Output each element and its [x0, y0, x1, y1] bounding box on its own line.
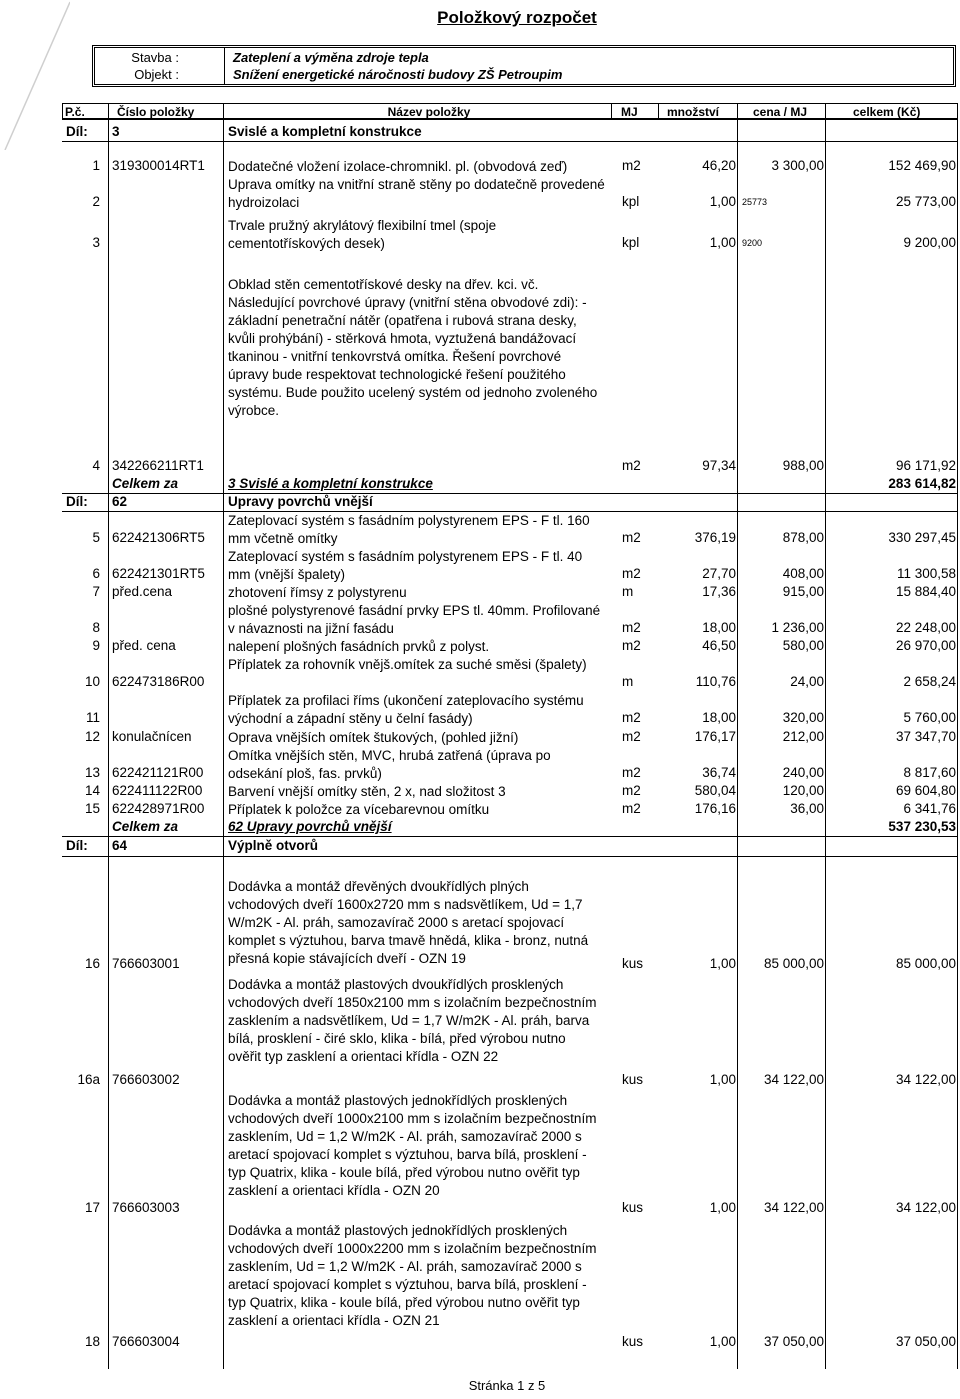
row-quantity: 46,20	[702, 158, 736, 173]
row-unit-price: 85 000,00	[763, 956, 824, 971]
row-code: konulačnícen	[112, 729, 192, 744]
row-total: 22 248,00	[895, 620, 956, 635]
row-name: Dodatečné vložení izolace-chromnikl. pl. (obvodová zeď)	[228, 159, 568, 174]
row-quantity: 46,50	[702, 638, 736, 653]
row-total: 15 884,40	[895, 584, 956, 599]
section-rule	[62, 836, 958, 837]
col-cislo: Číslo položky	[117, 105, 195, 119]
grid-line	[825, 103, 826, 1369]
row-number: 5	[92, 530, 100, 545]
row-number: 11	[85, 710, 100, 725]
row-code: před. cena	[112, 638, 176, 653]
row-quantity: 1,00	[709, 194, 736, 209]
row-name: nalepení plošných fasádních prvků z polyst.	[228, 639, 490, 654]
row-number: 16	[84, 956, 100, 971]
row-total: 2 658,24	[903, 674, 956, 689]
row-unit-price: 878,00	[782, 530, 824, 545]
row-name: Dodávka a montáž plastových dvoukřídlých prosklených vchodových dveří 1850x2100 mm s izolačním bezpečnostním zasklením a nadsvětlíkem, Ud = 1,7 W/m2K - Al. práh, barva bílá, prosklení - čiré sklo, klika - bílá, před výrobou nutno ověřit typ zasklení a orientaci křídla - OZN 22	[228, 977, 597, 1064]
dil-title: Svislé a kompletní konstrukce	[228, 124, 422, 139]
row-unit-price: 120,00	[782, 783, 824, 798]
row-unit: kpl	[622, 194, 640, 209]
row-code: 622421306RT5	[112, 530, 205, 545]
row-total: 85 000,00	[895, 956, 956, 971]
row-unit: m2	[622, 783, 641, 798]
row-quantity: 27,70	[702, 566, 736, 581]
col-cena: cena / MJ	[753, 105, 808, 119]
dil-title: Upravy povrchů vnější	[228, 494, 373, 509]
row-total: 5 760,00	[903, 710, 956, 725]
row-number: 1	[92, 158, 100, 173]
row-number: 6	[92, 566, 100, 581]
row-number: 15	[84, 801, 100, 816]
row-quantity: 1,00	[709, 956, 736, 971]
row-name: Zateplovací systém s fasádním polystyrenem EPS - F tl. 160 mm včetně omítky	[228, 513, 590, 546]
row-unit: m2	[622, 620, 641, 635]
row-name: Příplatek k položce za vícebarevnou omítku	[228, 802, 490, 817]
row-quantity: 97,34	[702, 458, 736, 473]
subtotal-label: Celkem za	[112, 476, 179, 491]
table-header	[62, 103, 958, 120]
row-code: 342266211RT1	[112, 458, 204, 473]
row-unit-price: 25773	[742, 197, 768, 207]
row-unit: m	[622, 674, 634, 689]
grid-line	[108, 103, 109, 1369]
row-number: 12	[84, 729, 100, 744]
row-unit: kus	[622, 956, 644, 971]
objekt-label: Objekt :	[134, 67, 179, 82]
row-total: 330 297,45	[888, 530, 956, 545]
row-name: Oprava vnějších omítek štukových, (pohled jižní)	[228, 730, 519, 745]
row-unit-price: 34 122,00	[763, 1072, 824, 1087]
row-number: 9	[92, 638, 100, 653]
dil-title: Výplně otvorů	[228, 838, 319, 853]
row-quantity: 36,74	[702, 765, 736, 780]
row-name: Zateplovací systém s fasádním polystyrenem EPS - F tl. 40 mm (vnější špalety)	[228, 549, 583, 582]
row-unit: m2	[622, 530, 641, 545]
row-quantity: 376,19	[694, 530, 736, 545]
row-code: 766603002	[112, 1072, 180, 1087]
col-pc: P.č.	[65, 105, 85, 119]
row-code: 766603003	[112, 1200, 180, 1215]
row-number: 8	[92, 620, 100, 635]
row-unit-price: 580,00	[782, 638, 824, 653]
objekt-value: Snížení energetické náročnosti budovy ZŠ Petroupim	[233, 67, 563, 82]
row-total: 26 970,00	[895, 638, 956, 653]
row-unit: m2	[622, 710, 641, 725]
row-unit: m2	[622, 566, 641, 581]
row-unit: m2	[622, 801, 641, 816]
row-unit-price: 36,00	[790, 801, 824, 816]
row-quantity: 18,00	[702, 620, 736, 635]
row-unit-price: 408,00	[782, 566, 824, 581]
row-unit: m2	[622, 158, 641, 173]
row-code: 622473186R00	[112, 674, 205, 689]
row-number: 13	[84, 765, 100, 780]
dil-number: 62	[112, 494, 128, 509]
row-number: 16a	[77, 1072, 100, 1087]
row-unit-price: 34 122,00	[763, 1200, 824, 1215]
col-nazev: Název položky	[387, 105, 471, 119]
row-code: 766603004	[112, 1334, 180, 1349]
col-mnozstvi: množství	[667, 105, 720, 119]
grid-line	[223, 103, 224, 1369]
dil-number: 3	[112, 124, 120, 139]
row-name: Dodávka a montáž plastových jednokřídlých prosklených vchodových dveří 1000x2100 mm s izolačním bezpečnostním zasklením, Ud = 1,2 W/m2K - Al. práh, samozavírač 2000 s aretací spojovací komplet s výztuhou, barva bílá, prosklení - typ Quatrix, klika - koule bílá, před výrobou nutno ověřit typ zasklení a orientaci křídla - OZN 20	[228, 1093, 597, 1198]
row-unit: m2	[622, 638, 641, 653]
row-name: Dodávka a montáž plastových jednokřídlých prosklených vchodových dveří 1000x2200 mm s izolačním bezpečnostním zasklením, Ud = 1,2 W/m2K - Al. práh, samozavírač 2000 s aretací spojovací komplet s výztuhou, barva bílá, prosklení - typ Quatrix, klika - koule bílá, před výrobou nutno ověřit typ zasklení a orientaci křídla - OZN 21	[228, 1223, 597, 1328]
row-quantity: 110,76	[695, 674, 736, 689]
dil-number: 64	[112, 838, 128, 853]
header-divider	[224, 48, 225, 84]
row-total: 34 122,00	[895, 1072, 956, 1087]
dil-label: Díl:	[66, 124, 88, 139]
row-unit: kus	[622, 1334, 644, 1349]
row-code: 319300014RT1	[112, 158, 205, 173]
row-name: zhotovení římsy z polystyrenu	[228, 585, 407, 600]
row-quantity: 1,00	[709, 1334, 736, 1349]
row-total: 8 817,60	[903, 765, 956, 780]
grid-line	[957, 103, 958, 1369]
row-code: 622421301RT5	[112, 566, 205, 581]
row-unit-price: 37 050,00	[763, 1334, 824, 1349]
row-total: 37 347,70	[895, 729, 956, 744]
row-unit: m	[622, 584, 634, 599]
row-unit: kus	[622, 1072, 644, 1087]
row-number: 10	[84, 674, 100, 689]
row-quantity: 1,00	[709, 1072, 736, 1087]
section-rule	[62, 141, 958, 142]
subtotal-total: 283 614,82	[888, 476, 956, 491]
col-mj: MJ	[621, 105, 638, 119]
row-total: 37 050,00	[895, 1334, 956, 1349]
stavba-value: Zateplení a výměna zdroje tepla	[233, 50, 429, 65]
row-unit-price: 24,00	[790, 674, 824, 689]
row-number: 4	[92, 458, 100, 473]
row-code: 766603001	[112, 956, 180, 971]
row-quantity: 1,00	[709, 235, 736, 250]
subtotal-label: Celkem za	[112, 819, 179, 834]
row-unit: kpl	[622, 235, 640, 250]
project-header-box	[92, 45, 956, 87]
row-unit-price: 988,00	[782, 458, 824, 473]
grid-line	[658, 103, 659, 120]
row-name: plošné polystyrenové fasádní prvky EPS tl. 40mm. Profilované v návaznosti na jižní fasádu	[228, 603, 601, 636]
row-name: Obklad stěn cementotřískové desky na dřev. kci. vč. Následující povrchové úpravy (vnitřní stěna obvodové zdi): - základní penetrační nátěr (opatřena i rubová strana desky, kvůli prohýbání) - stěrková hmota, vyztužená bandážovací tkaninou - vnitřní tenkovrstvá omítka. Řešení povrchové úpravy bude respektovat technologické řešení použitého systému. Bude použito ucelený systém od jednoho zvoleného výrobce.	[228, 277, 598, 418]
row-unit: m2	[622, 765, 641, 780]
row-name: Uprava omítky na vnitřní straně stěny po dodatečně provedené hydroizolaci	[228, 177, 605, 210]
row-number: 18	[84, 1334, 100, 1349]
subtotal-name: 62 Upravy povrchů vnější	[228, 819, 392, 834]
row-unit-price: 915,00	[782, 584, 824, 599]
row-name: Barvení vnější omítky stěn, 2 x, nad složitost 3	[228, 784, 506, 799]
row-unit: kus	[622, 1200, 644, 1215]
row-quantity: 1,00	[709, 1200, 736, 1215]
stavba-label: Stavba :	[131, 50, 179, 65]
page-footer: Stránka 1 z 5	[468, 1378, 546, 1393]
row-unit-price: 212,00	[782, 729, 824, 744]
row-name: Dodávka a montáž dřevěných dvoukřídlých plných vchodových dveří 1600x2720 mm s nadsvětlíkem, Ud = 1,7 W/m2K - Al. práh, samozavírač 2000 s aretací spojovací komplet s výztuhou, barva tmavě hnědá, klika - bronz, nutná přesná kopie stávajících dveří - OZN 19	[228, 879, 589, 966]
row-code: před.cena	[112, 584, 173, 599]
row-total: 9 200,00	[903, 235, 956, 250]
section-rule	[62, 493, 958, 494]
row-quantity: 17,36	[702, 584, 736, 599]
row-unit-price: 240,00	[782, 765, 824, 780]
row-total: 96 171,92	[895, 458, 956, 473]
row-number: 14	[84, 783, 100, 798]
row-unit: m2	[622, 729, 641, 744]
row-name: Omítka vnějších stěn, MVC, hrubá zatřená (úprava po odsekání ploš, fas. prvků)	[228, 748, 551, 781]
row-total: 69 604,80	[895, 783, 956, 798]
row-name: Příplatek za profilaci říms (ukončení zateplovacího systému východní a západní stěny u čelní fasády)	[228, 693, 584, 726]
row-total: 11 300,58	[896, 566, 956, 581]
row-code: 622428971R00	[112, 801, 205, 816]
row-total: 6 341,76	[903, 801, 956, 816]
row-number: 7	[92, 584, 100, 599]
row-name: Příplatek za rohovník vnějš.omítek za suché směsi (špalety)	[228, 657, 587, 672]
row-total: 25 773,00	[895, 194, 956, 209]
row-unit-price: 9200	[742, 238, 763, 248]
row-quantity: 18,00	[702, 710, 736, 725]
page-title: Položkový rozpočet	[437, 8, 597, 27]
row-unit: m2	[622, 458, 641, 473]
row-number: 2	[92, 194, 100, 209]
row-unit-price: 320,00	[782, 710, 824, 725]
section-rule	[62, 856, 958, 857]
row-number: 17	[84, 1200, 100, 1215]
row-name: Trvale pružný akrylátový flexibilní tmel (spoje cementotřískových desek)	[228, 218, 497, 251]
row-total: 34 122,00	[895, 1200, 956, 1215]
row-code: 622411122R00	[112, 783, 203, 798]
col-celkem: celkem (Kč)	[853, 105, 921, 119]
grid-line	[611, 103, 612, 120]
row-number: 3	[92, 235, 100, 250]
dil-label: Díl:	[66, 838, 88, 853]
row-quantity: 176,16	[694, 801, 736, 816]
row-code: 622421121R00	[112, 765, 204, 780]
subtotal-total: 537 230,53	[888, 819, 956, 834]
row-unit-price: 3 300,00	[771, 158, 824, 173]
subtotal-name: 3 Svislé a kompletní konstrukce	[228, 476, 433, 491]
row-quantity: 580,04	[694, 783, 736, 798]
dil-label: Díl:	[66, 494, 88, 509]
row-quantity: 176,17	[694, 729, 736, 744]
row-unit-price: 1 236,00	[771, 620, 824, 635]
row-total: 152 469,90	[888, 158, 956, 173]
